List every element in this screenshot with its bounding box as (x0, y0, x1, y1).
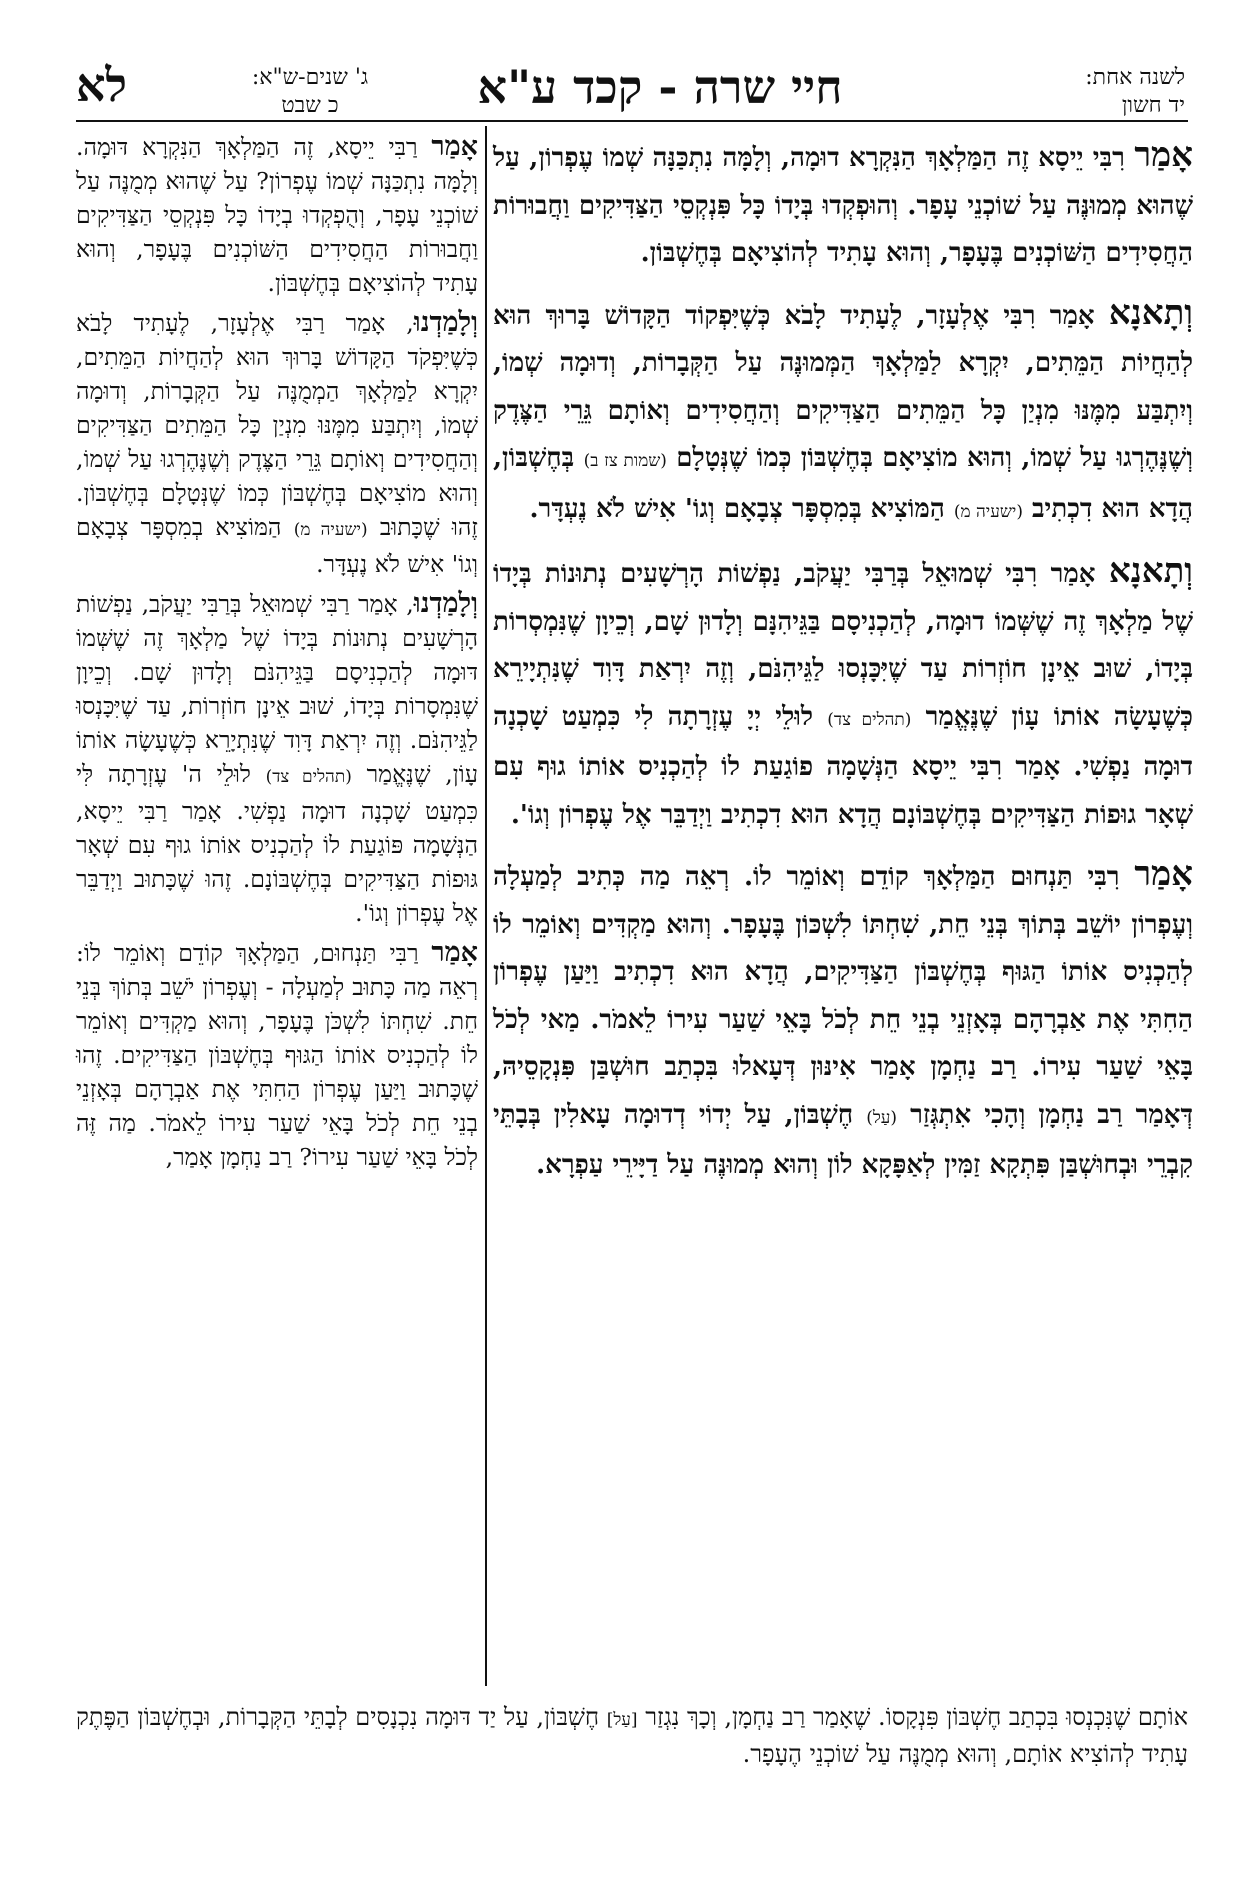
main-lead-4: אָמַר (1134, 854, 1193, 894)
side-paragraph-4 (76, 936, 478, 1174)
side-text-2b: הַמּוֹצִיא בְמִסְפָּר צְבָאָם וְגוֹ' אִישׁ לֹא נֶעְדָּר. (76, 513, 478, 578)
main-lead-1: אָמַר (1134, 135, 1193, 175)
header-rule (76, 120, 1188, 122)
main-paragraph-1 (493, 132, 1193, 278)
main-text-2c: הַמּוֹצִיא בְּמִסְפָּר צְבָאָם וְגוֹ' אִישׁ לֹא נֶעְדָּר. (529, 493, 954, 524)
main-ref-2a: (שמות צז ב) (583, 451, 667, 471)
year-line-2: יד חשון (1121, 93, 1185, 118)
main-text-2a: אָמַר רִבִּי אֶלְעָזָר, לֶעָתִיד לָבֹא כְּשֶׁיִּפְקוֹד הַקָּדוֹשׁ בָּרוּךְ הוּא לְהַחֲיוֹת הַמֵּתִים, יִקְרָא לַמַּלְאָךְ הַמְּמוּנֶּה עַל הַקְּבָרוֹת, וְדוּמָה שְׁמוֹ, וְיִתְבַּע מִמֶּנּוּ מִנְיַן כָּל הַמֵּתִים הַצַּדִּיקִים וְהַחֲסִידִים וְאוֹתָם גֵּרֵי הַצֶּדֶק וְשֶׁנֶּהֶרְגוּ עַל שְׁמוֹ, וְהוּא מוֹצִיאָם בְּחֶשְׁבּוֹן כְּמוֹ שֶׁנְּטָלָם (493, 300, 1193, 473)
main-text-2b: בְּחֶשְׁבּוֹן, הֲדָא הוּא דִכְתִיב (493, 443, 1193, 524)
main-text-3b: לוּלֵי יְיָ עֶזְרָתָה לִי כִּמְעַט שָׁכְנָה דוּמָה נַפְשִׁי. אָמַר רִבִּי יֵיסָא הַנְּשָׁמָה פוֹגַעַת לוֹ לְהַכְנִיס אוֹתוֹ גוּף עִם שְׁאָר גוּפוֹת הַצַּדִּיקִים בְּחֶשְׁבּוֹנָם הֲדָא הוּא דִכְתִיב וַיְדַבֵּר אֶל עֶפְרוֹן וְגוֹ'. (493, 701, 1193, 830)
main-paragraph-2 (493, 290, 1193, 537)
year-info (945, 64, 1185, 118)
side-lead-2: וְלָמַדְנוּ (413, 307, 478, 338)
main-lead-3: וְתָאנָא (1108, 551, 1193, 591)
edition-info (175, 64, 445, 118)
side-text-4: רַבִּי תַּנְחוּם, הַמַּלְאָךְ קוֹדֵם וְאוֹמֵר לוֹ: רְאֵה מַה כָּתוּב לְמַעְלָה - וְעֶפְרוֹן יֹשֵׁב בְּתוֹךְ בְּנֵי חֵת. שִׁחְתּוֹ לִשְׁכֹּן בֶּעָפָר, וְהוּא מַקְדִּים וְאוֹמֵר לוֹ לְהַכְנִיס אוֹתוֹ הַגּוּף בְּחֶשְׁבּוֹן הַצַּדִּיקִים. זֶהוּ שֶׁכָּתוּב וַיַּעַן עֶפְרוֹן הַחִתִּי אֶת אַבְרָהָם בְּאָזְנֵי בְנֵי חֵת לְכֹל בָּאֵי שַׁעַר עִירוֹ לֵאמֹר. מַה זֶּה לְכֹל בָּאֵי שַׁעַר עִירוֹ? רַב נַחְמָן אָמַר, (76, 939, 478, 1171)
main-text-1: רִבִּי יֵיסָא זֶה הַמַּלְאָךְ הַנִּקְרָא דוּמָה, וְלָמָּה נִתְכַּנָּה שְׁמוֹ עֶפְרוֹן, עַל שֶׁהוּא מְמוּנֶּה עַל שׁוֹכְנֵי עָפָר. וְהוּפְקְדוּ בְּיָדוֹ כָּל פִּנְקְסֵי הַצַּדִּיקִים וַחֲבוּרוֹת הַחֲסִידִים הַשּׁוֹכְנִים בֶּעָפָר, וְהוּא עָתִיד לְהוֹצִיאָם בְּחֶשְׁבּוֹן. (493, 143, 1193, 268)
main-text-4b: חֶשְׁבּוֹן, עַל יְדוֹי דְדוּמָה עָאלִין בְּבָתֵּי קִבְרֵי וּבְחוּשְׁבַּן פִּתְקָא זַמִּין לְאַפָּקָא לוֹן וְהוּא מְמוּנֶּה עַל דַיָּירֵי עַפְרָא. (493, 1099, 1193, 1180)
main-lead-2: וְתָאנָא (1108, 292, 1193, 333)
side-paragraph-3 (76, 587, 478, 930)
main-column (493, 132, 1193, 1202)
main-ref-2b: (ישעיה מ) (953, 501, 1023, 522)
main-ref-4: (עַל) (866, 1107, 898, 1128)
side-text-3a: , אָמַר רַבִּי שְׁמוּאֵל בְּרַבִּי יַעֲקֹב, נַפְשׁוֹת הָרְשָׁעִים נְתוּנוֹת בְּיָדוֹ שֶׁל מַלְאָךְ זֶה שֶׁשְּׁמוֹ דּוּמָה לְהַכְנִיסָם בַּגֵּיהִנֹּם וְלָדוּן שָׁם. וְכֵיוָן שֶׁנִּמְסָרוֹת בְּיָדוֹ, שׁוּב אֵינָן חוֹזְרוֹת, עַד שֶׁיִּכָּנְסוּ לַגֵּיהִנֹּם. וְזֶה יִרְאַת דָּוִד שֶׁנִּתְיָרֵא כְּשֶׁעָשָׂה אוֹתוֹ עָוֹן, שֶׁנֶּאֱמַר (76, 590, 478, 788)
side-paragraph-1 (76, 130, 478, 300)
side-text-2a: , אָמַר רַבִּי אֶלְעָזָר, לֶעָתִיד לָבֹא כְּשֶׁיִּפְקֹד הַקָּדוֹשׁ בָּרוּךְ הוּא לְהַחֲיוֹת הַמֵּתִים, יִקְרָא לַמַּלְאָךְ הַמְמֻנֶּה עַל הַקְּבָרוֹת, וְדוּמָה שְׁמוֹ, וְיִתְבַּע מִמֶּנּוּ מִנְיַן כָּל הַמֵּתִים הַצַּדִּיקִים וְהַחֲסִידִים וְאוֹתָם גֵּרֵי הַצֶּדֶק וְשֶׁנֶּהֶרְגוּ עַל שְׁמוֹ, וְהוּא מוֹצִיאָם בְּחֶשְׁבּוֹן כְּמוֹ שֶׁנְּטָלָם בְּחֶשְׁבּוֹן. זֶהוּ שֶׁכָּתוּב (76, 309, 478, 541)
side-paragraph-2 (76, 306, 478, 581)
main-text-4a: רִבִּי תַּנְחוּם הַמַּלְאָךְ קוֹדֵם וְאוֹמֵר לוֹ. רְאֵה מַה כְּתִיב לְמַעְלָה וְעֶפְרוֹן יוֹשֵׁב בְּתוֹךְ בְּנֵי חֵת, שִׁחְתּוֹ לִשְׁכּוֹן בֶּעָפָר. וְהוּא מַקְדִּים וְאוֹמֵר לוֹ לְהַכְנִיס אוֹתוֹ הַגּוּף בְּחֶשְׁבּוֹן הַצַּדִּיקִים, הֲדָא הוּא דִכְתִיב וַיַּעַן עֶפְרוֹן הַחִתִּי אֶת אַבְרָהָם בְּאָזְנֵי בְנֵי חֵת לְכֹל בָּאֵי שַׁעַר עִירוֹ לֵאמֹר. מַאי לְכֹל בָּאֵי שַׁעַר עִירוֹ. רַב נַחְמָן אָמַר אִינּוּן דְּעָאלוּ בִּכְתַב חוּשְׁבַּן פִּנְקָסֵיהּ, דְּאָמַר רַב נַחְמָן וְהָכִי אִתְגְּזַר (493, 862, 1193, 1130)
year-line-1: לשנה אחת: (1085, 65, 1185, 90)
main-paragraph-4 (493, 851, 1193, 1190)
bottom-text-b: חֶשְׁבּוֹן, עַל יַד דּוּמָה נִכְנָסִים לְבָתֵּי הַקְּבָרוֹת, וּבְחֶשְׁבּוֹן הַפֶּתֶק עָתִיד לְהוֹצִיא אוֹתָם, וְהוּא מְמֻנֶּה עַל שׁוֹכְנֵי הֶעָפָר. (76, 1703, 1188, 1768)
side-ref-2: (ישעיה מ) (293, 520, 368, 540)
page-title: חיי שרה - קכד ע"א (477, 60, 843, 114)
bottom-text-a: אוֹתָם שֶׁנִּכְנְסוּ בִּכְתַב חֶשְׁבּוֹן פִּנְקָסוֹ. שֶׁאָמַר רַב נַחְמָן, וְכָךְ נִגְזַר (637, 1703, 1188, 1731)
side-text-3b: לוּלֵי ה' עֶזְרָתָה לִּי כִּמְעַט שָׁכְנָה דוּמָה נַפְשִׁי. אָמַר רַבִּי יֵיסָא, הַנְּשָׁמָה פּוֹגַעַת לוֹ לְהַכְנִיס אוֹתוֹ גוּף עִם שְׁאָר גּוּפוֹת הַצַּדִּיקִים בְּחֶשְׁבּוֹנָם. זֶהוּ שֶׁכָּתוּב וַיְדַבֵּר אֶל עֶפְרוֹן וְגוֹ'. (76, 760, 478, 927)
edition-line-1: ג' שנים-ש"א: (251, 65, 369, 90)
main-text-3a: אָמַר רִבִּי שְׁמוּאֵל בְּרַבִּי יַעֲקֹב, נַפְשׁוֹת הָרְשָׁעִים נְתוּנוֹת בְּיָדוֹ שֶׁל מַלְאָךְ זֶה שֶׁשְּׁמוֹ דוּמָה, לְהַכְנִיסָם בַּגֵּיהִנָּם וְלָדוּן שָׁם, וְכֵיוָן שֶׁנִּמְסְרוֹת בְּיָדוֹ, שׁוּב אֵינָן חוֹזְרוֹת עַד שֶׁיִּכָּנְסוּ לַגֵּיהִנֹּם, וְזֶה יִרְאַת דָּוִד שֶׁנִּתְיָירֵא כְּשֶׁעָשָׂה אוֹתוֹ עָוֹן שֶׁנֶּאֱמַר (493, 559, 1193, 732)
side-lead-3: וְלָמַדְנוּ (413, 588, 478, 619)
edition-line-2: כ שבט (281, 93, 339, 118)
bottom-ref: [עַל] (606, 1710, 638, 1730)
column-divider (485, 126, 487, 1686)
side-text-1: רַבִּי יֵיסָא, זֶה הַמַּלְאָךְ הַנִּקְרָא דּוּמָה. וְלָמָּה נִתְכַּנָּה שְׁמוֹ עֶפְרוֹן? עַל שֶׁהוּא מְמֻנֶּה עַל שׁוֹכְנֵי עָפָר, וְהֻפְקְדוּ בְיָדוֹ כָּל פִּנְקְסֵי הַצַּדִּיקִים וַחֲבוּרוֹת הַחֲסִידִים הַשּׁוֹכְנִים בֶּעָפָר, וְהוּא עָתִיד לְהוֹצִיאָם בְּחֶשְׁבּוֹן. (76, 133, 478, 297)
side-lead-1: אָמַר (431, 131, 478, 162)
side-ref-3: (תהלים צד) (265, 767, 352, 787)
translation-column (76, 130, 478, 1180)
main-paragraph-3 (493, 548, 1193, 839)
side-lead-4: אָמַר (431, 937, 478, 968)
bottom-continuation (76, 1700, 1188, 1771)
page-number: לא (76, 58, 128, 112)
main-ref-3: (תהלים צד) (827, 709, 912, 730)
